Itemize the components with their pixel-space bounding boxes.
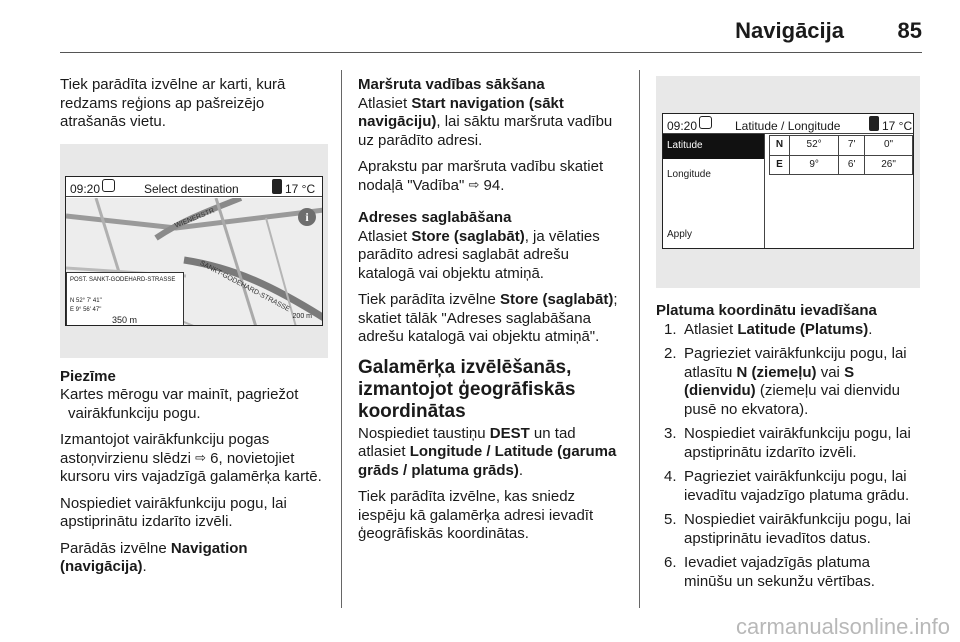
text: Atlasiet bbox=[684, 320, 738, 338]
status-bar bbox=[663, 114, 913, 134]
apply-button[interactable]: Apply bbox=[667, 228, 693, 240]
text: Pagrieziet vairākfunkciju pogu, lai ievadītu vajadzīgo platuma grādu. bbox=[684, 468, 910, 504]
map-screen-figure bbox=[60, 144, 328, 358]
paragraph-reference bbox=[358, 158, 624, 195]
direction-cell[interactable]: N bbox=[770, 136, 790, 156]
text: . bbox=[518, 461, 524, 479]
minutes-cell[interactable]: 7' bbox=[839, 136, 865, 156]
thermometer-icon bbox=[272, 179, 282, 194]
heading-store-address: Adreses saglabāšana bbox=[358, 209, 512, 226]
info-icon[interactable]: i bbox=[298, 208, 316, 226]
face-icon bbox=[699, 116, 712, 129]
text: , lai sāktu maršruta vadību uz parādīto adresi. bbox=[358, 113, 613, 149]
text: Nospiediet taustiņu bbox=[358, 424, 490, 442]
page-number: 85 bbox=[897, 18, 922, 43]
note-body: Kartes mērogu var mainīt, pagriežot vairākfunkciju pogu. bbox=[60, 386, 299, 422]
minutes-cell[interactable]: 6' bbox=[839, 155, 865, 175]
coordinate-table bbox=[769, 135, 913, 175]
text: vai bbox=[816, 363, 845, 381]
page-title: Navigācija bbox=[735, 18, 844, 43]
key-name: DEST bbox=[489, 424, 530, 442]
seconds-cell[interactable]: 0" bbox=[865, 136, 913, 156]
temperature: 17 °C bbox=[285, 181, 316, 196]
option-name: Latitude (Platums) bbox=[737, 320, 869, 338]
scale-label-right: 200 m bbox=[292, 312, 312, 320]
degrees-cell[interactable]: 9° bbox=[790, 155, 839, 175]
scale-label-left: 350 m bbox=[112, 314, 138, 325]
step-number: 3. bbox=[664, 425, 677, 442]
coordinate-menu bbox=[663, 134, 765, 248]
list-item bbox=[656, 511, 922, 548]
step-number: 1. bbox=[664, 320, 677, 338]
paragraph-cursor bbox=[60, 431, 328, 487]
option-name: Start navigation (sākt navigāciju) bbox=[358, 94, 564, 130]
direction-cell[interactable]: E bbox=[770, 155, 790, 175]
list-item bbox=[656, 554, 922, 591]
screen-title: Select destination bbox=[144, 181, 239, 196]
step-number: 5. bbox=[664, 511, 677, 528]
column-divider-1 bbox=[341, 70, 342, 608]
list-item bbox=[656, 468, 922, 505]
street-label-top: WIENERSTR bbox=[173, 206, 216, 230]
step-number: 4. bbox=[664, 468, 677, 485]
address-text: POST. SANKT-GODEHARD-STRASSE bbox=[70, 276, 176, 283]
seconds-cell[interactable]: 26" bbox=[865, 155, 913, 175]
paragraph-confirm: Nospiediet vairākfunkciju pogu, lai apstiprinātu izdarīto izvēli. bbox=[60, 494, 287, 530]
menu-item-longitude[interactable]: Longitude bbox=[667, 168, 711, 180]
step-number: 2. bbox=[664, 345, 677, 362]
text: . bbox=[868, 320, 873, 338]
latlon-screen bbox=[662, 113, 914, 249]
text: Parādās izvēlne bbox=[60, 539, 171, 557]
column-middle bbox=[358, 76, 624, 552]
watermark: carmanualsonline.info bbox=[735, 614, 950, 639]
text: Tiek parādīta izvēlne bbox=[358, 291, 501, 308]
street-label-mid: SANKT-GODEHARD-STRASSE bbox=[198, 259, 291, 313]
text: 6, novietojiet kursoru virs vajadzīgā galamērķa kartē. bbox=[60, 449, 322, 485]
text: Nospiediet vairākfunkciju pogu, lai apstiprinātu ievadītos datus. bbox=[684, 511, 911, 547]
paragraph-start bbox=[358, 95, 624, 151]
text: 94. bbox=[479, 176, 505, 194]
clock: 09:20 bbox=[70, 181, 101, 196]
text: Pagrieziet vairākfunkciju pogu, lai atlasītu bbox=[684, 345, 907, 381]
list-item bbox=[656, 321, 922, 340]
paragraph-coordinates-menu: Tiek parādīta izvēlne, kas sniedz iespēju kā galamērķa adresi ievadīt ģeogrāfiskās koordinātas. bbox=[358, 488, 594, 542]
option-name: S (dienvidu) bbox=[684, 363, 855, 399]
page-header bbox=[60, 14, 922, 54]
option-name: Longitude / Latitude (garuma grāds / platuma grāds) bbox=[358, 443, 617, 479]
note-title: Piezīme bbox=[60, 367, 116, 385]
text: , ja vēlaties parādīto adresi saglabāt adrešu katalogā vai objektu atmiņā. bbox=[358, 227, 600, 282]
map-screen bbox=[65, 176, 323, 326]
column-left bbox=[60, 76, 328, 585]
screen-title: Latitude / Longitude bbox=[735, 119, 841, 133]
menu-name: Navigation (navigācija) bbox=[60, 539, 248, 575]
status-bar bbox=[66, 177, 322, 197]
table-row bbox=[770, 155, 913, 175]
option-name: N (ziemeļu) bbox=[736, 363, 817, 381]
temperature: 17 °C bbox=[882, 119, 913, 133]
list-item bbox=[656, 425, 922, 462]
text: Atlasiet bbox=[358, 227, 412, 245]
step-number: 6. bbox=[664, 554, 677, 571]
text: Nospiediet vairākfunkciju pogu, lai apstiprinātu izdarīto izvēli. bbox=[684, 425, 911, 461]
text: Atlasiet bbox=[358, 94, 412, 112]
latlon-screen-figure bbox=[656, 76, 920, 288]
column-right bbox=[656, 76, 922, 597]
section-title-coordinates: Galamērķa izvēlēšanās, izmantojot ģeogrāfiskās koordinātas bbox=[358, 356, 576, 422]
paragraph-store-menu bbox=[358, 291, 624, 347]
heading-latitude-entry: Platuma koordinātu ievadīšana bbox=[656, 302, 877, 319]
text: Izmantojot vairākfunkciju pogas astoņvirzienu slēdzi bbox=[60, 431, 270, 467]
table-row bbox=[770, 136, 913, 156]
text: Ievadiet vajadzīgās platuma minūšu un sekunžu vērtības. bbox=[684, 554, 875, 590]
longitude-text: E 9° 56' 47" bbox=[70, 306, 102, 313]
text: Aprakstu par maršruta vadību skatiet nodaļā "Vadība" bbox=[358, 158, 604, 194]
degrees-cell[interactable]: 52° bbox=[790, 136, 839, 156]
intro-paragraph: Tiek parādīta izvēlne ar karti, kurā redzams reģions ap pašreizējo atrašanās vietu. bbox=[60, 76, 286, 130]
latitude-text: N 52° 7' 41" bbox=[70, 297, 102, 304]
paragraph-store bbox=[358, 228, 624, 284]
heading-start-guidance: Maršruta vadības sākšana bbox=[358, 76, 545, 93]
face-icon bbox=[102, 179, 115, 192]
option-name: Store (saglabāt) bbox=[411, 227, 525, 245]
steps-list bbox=[656, 321, 922, 592]
menu-name: Store (saglabāt) bbox=[500, 291, 614, 308]
text: ; skatiet tālāk "Adreses saglabāšana adrešu katalogā vai objektu atmiņā". bbox=[358, 291, 618, 345]
map-view[interactable] bbox=[66, 198, 322, 325]
list-item bbox=[656, 345, 922, 419]
clock: 09:20 bbox=[667, 119, 698, 133]
menu-item-latitude[interactable]: Latitude bbox=[663, 134, 764, 159]
text: (ziemeļu vai dienvidu pusē no ekvatora). bbox=[684, 382, 900, 418]
thermometer-icon bbox=[869, 116, 879, 131]
text: . bbox=[142, 558, 147, 575]
paragraph-dest bbox=[358, 425, 624, 481]
reference-arrow-icon: ⇨ bbox=[468, 176, 480, 192]
reference-arrow-icon: ⇨ bbox=[195, 449, 206, 465]
header-divider bbox=[60, 52, 922, 53]
text: un tad atlasiet bbox=[358, 424, 576, 460]
column-divider-2 bbox=[639, 70, 640, 608]
paragraph-menu bbox=[60, 540, 328, 577]
